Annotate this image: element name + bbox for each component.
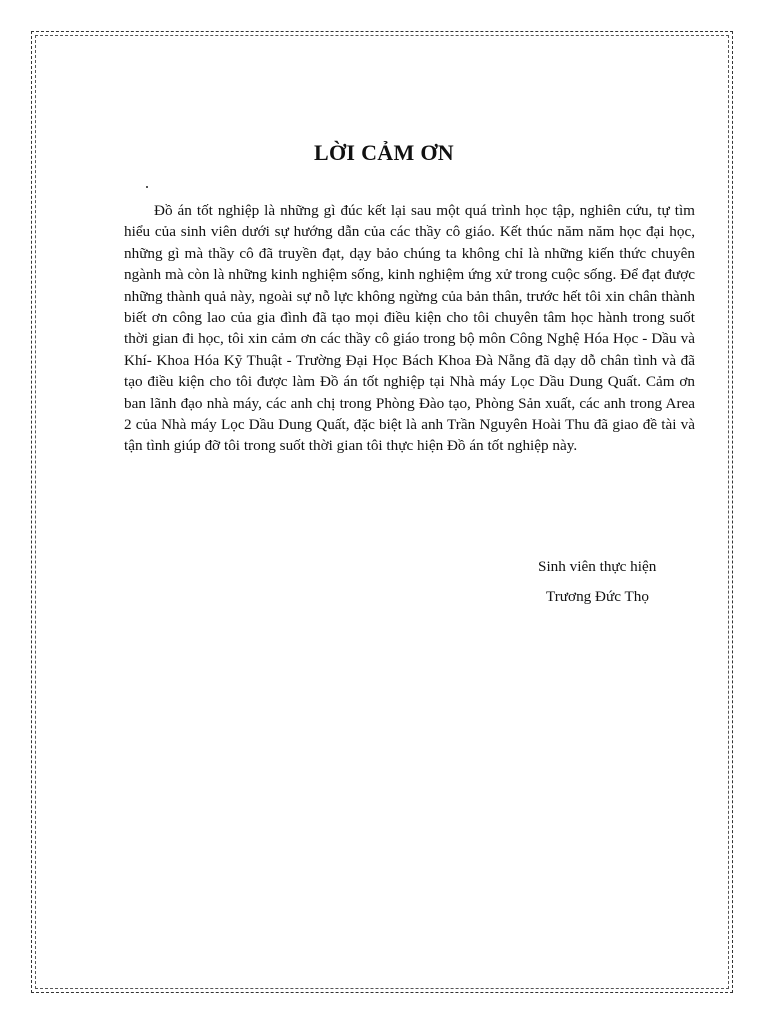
acknowledgement-paragraph: Đồ án tốt nghiệp là những gì đúc kết lại sau một quá trình học tập, nghiên cứu, tự tìm hiểu của sinh viên dưới sự hướng dẫn của các thầy cô giáo. Kết thúc năm năm học đại học, những gì mà thầy cô đã truyền đạt, dạy bảo chúng ta không chỉ là những kiến thức chuyên ngành mà còn là những kinh nghiệm sống, kinh nghiệm ứng xử trong cuộc sống. Để đạt được những thành quả này, ngoài sự nỗ lực không ngừng của bản thân, trước hết tôi xin chân thành biết ơn công lao của gia đình đã tạo mọi điều kiện cho tôi chuyên tâm học hành trong suốt thời gian đi học, tôi xin cảm ơn các thầy cô giáo trong bộ môn Công Nghệ Hóa Học - Dầu và Khí- Khoa Hóa Kỹ Thuật - Trường Đại Học Bách Khoa Đà Nẵng đã dạy dỗ chân tình và đã tạo điều kiện cho tôi được làm Đồ án tốt nghiệp tại Nhà máy Lọc Dầu Dung Quất. Cảm ơn ban lãnh đạo nhà máy, các anh chị trong Phòng Đào tạo, Phòng Sản xuất, các anh trong Area 2 của Nhà máy Lọc Dầu Dung Quất, đặc biệt là anh Trần Nguyên Hoài Thu đã giao đề tài và tận tình giúp đỡ tôi trong suốt thời gian tôi thực hiện Đồ án tốt nghiệp này. <box>124 202 695 455</box>
page-border <box>31 31 733 993</box>
signature-role: Sinh viên thực hiện <box>538 558 657 575</box>
signature-name: Trương Đức Thọ <box>546 588 649 605</box>
stray-mark <box>146 186 148 188</box>
page-title: LỜI CẢM ƠN <box>314 140 454 165</box>
